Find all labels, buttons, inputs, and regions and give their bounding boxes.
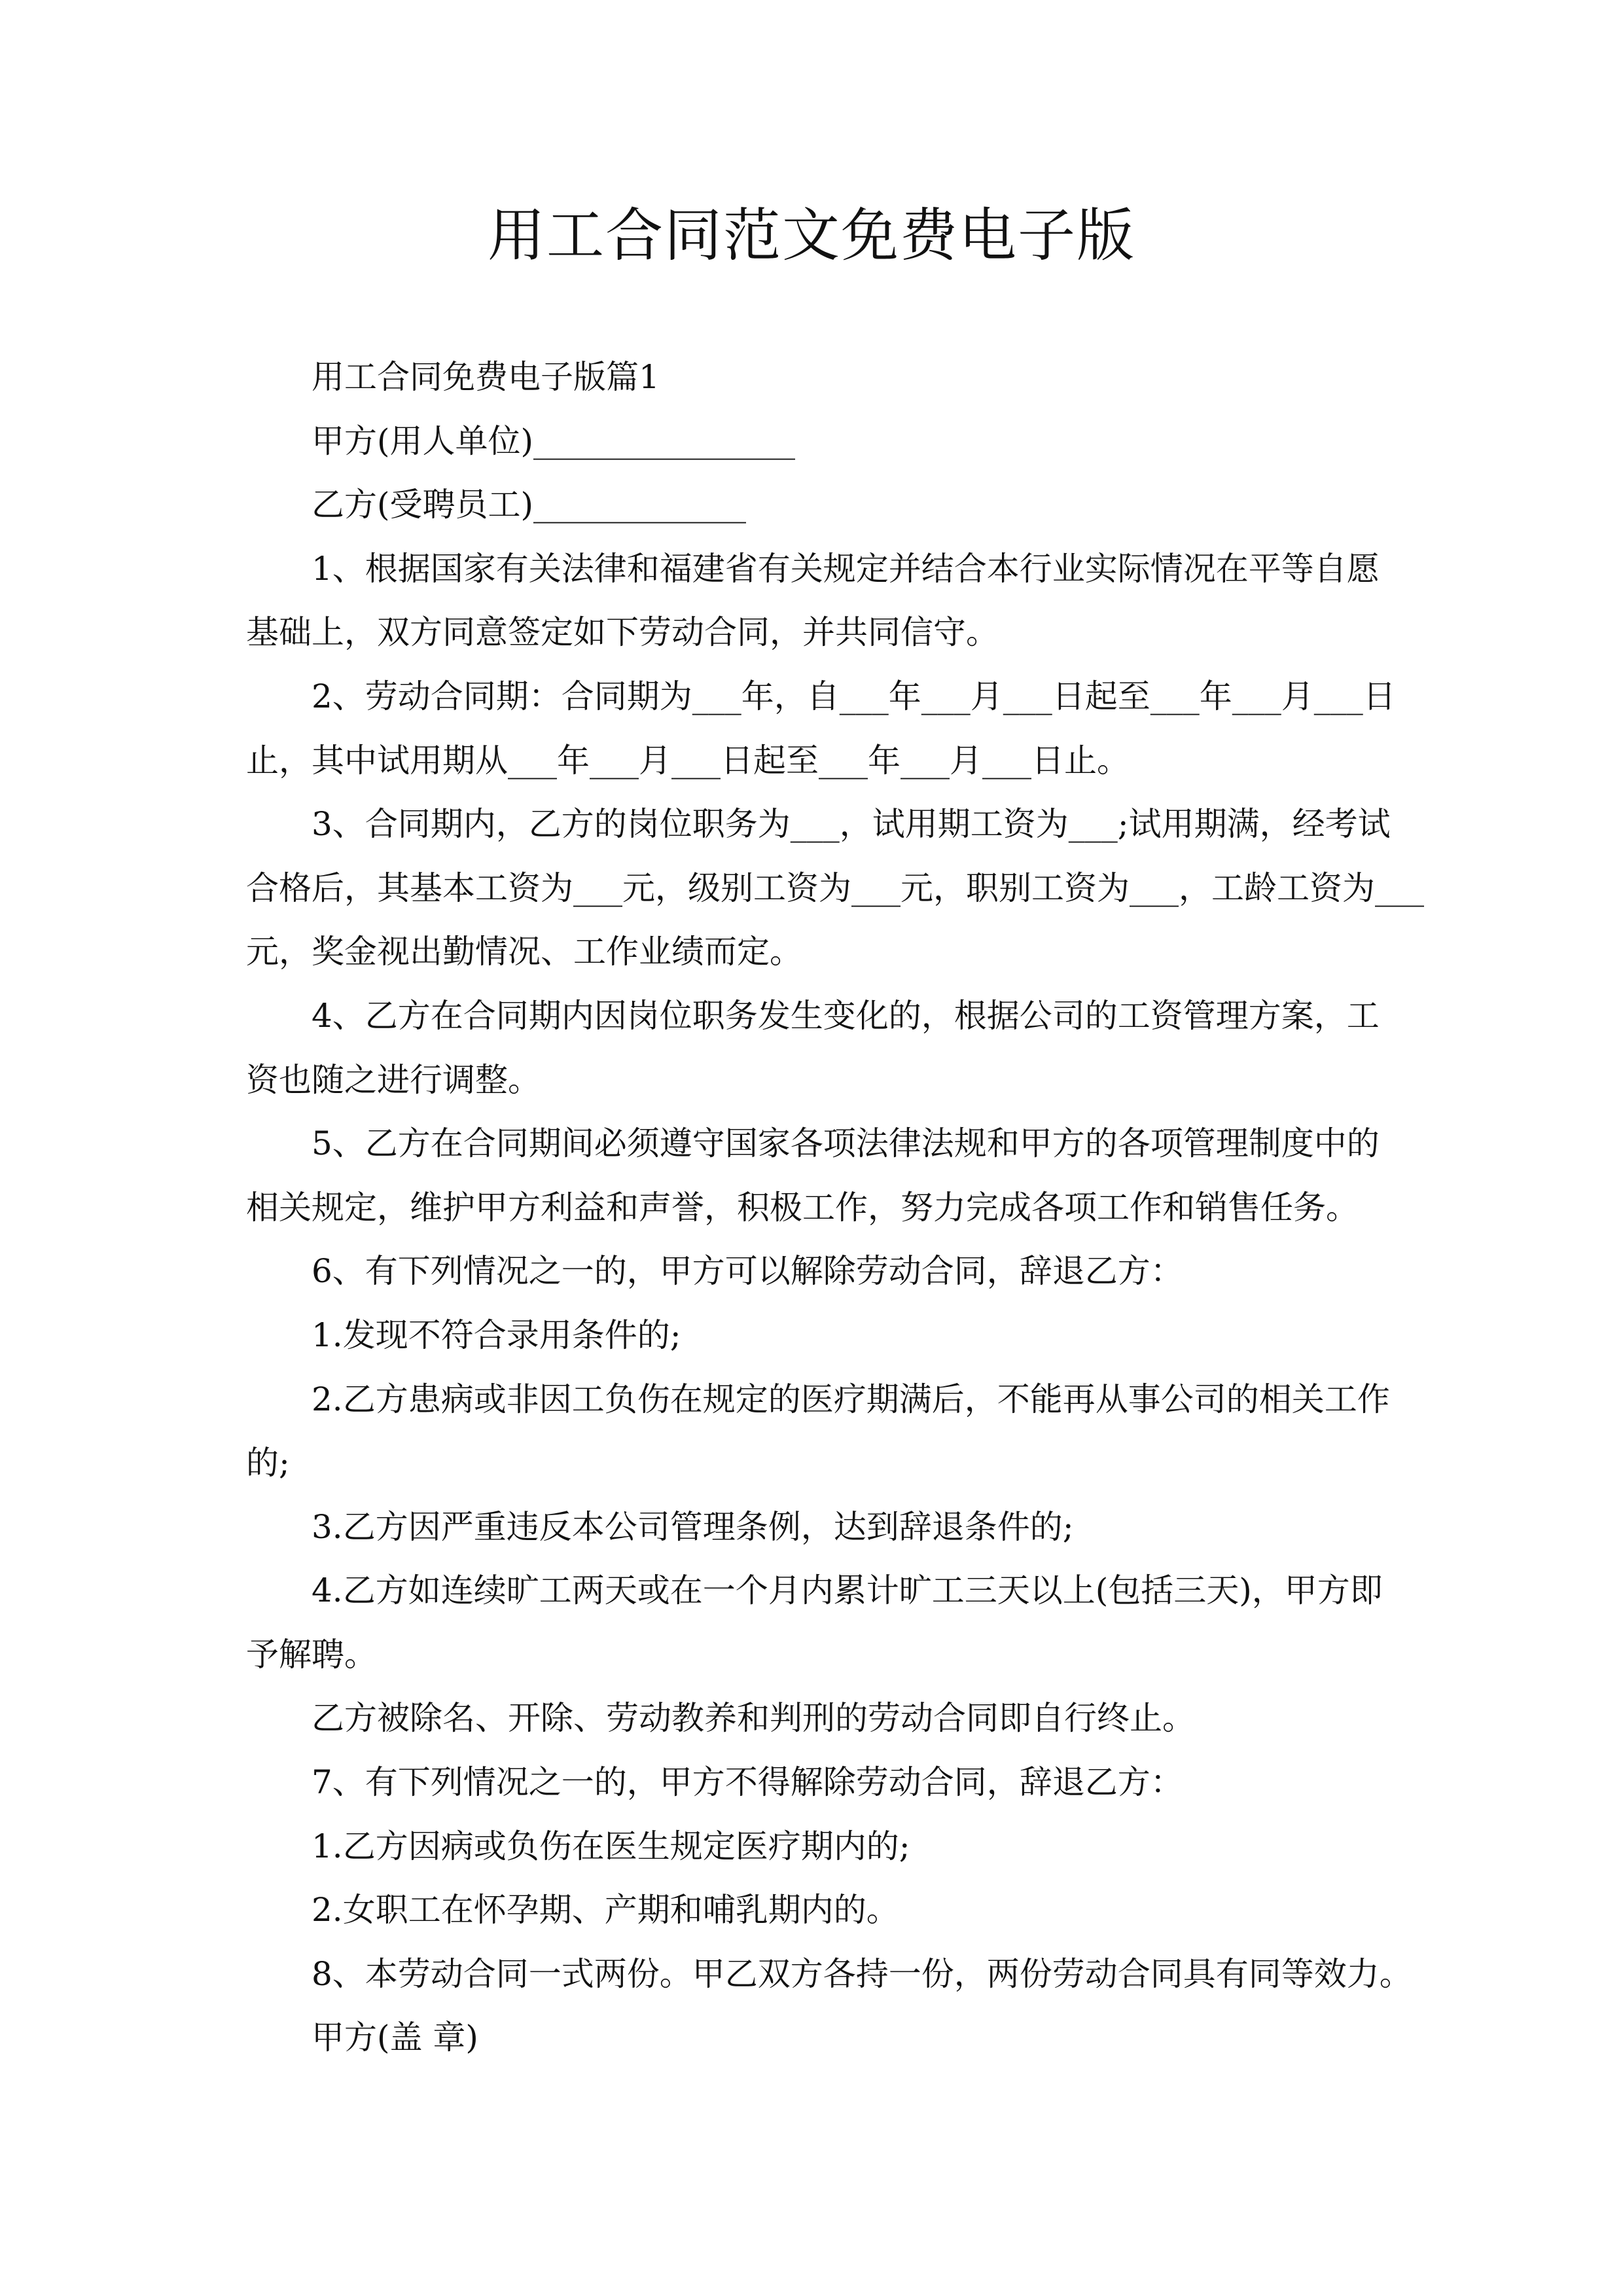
paragraph (246, 1240, 1378, 1304)
paragraph-line: 合格后，其基本工资为___元，级别工资为___元，职别工资为___，工龄工资为___ (246, 869, 1424, 907)
paragraph-line: 甲方(用人单位)________________ (312, 422, 796, 460)
paragraph-line: 6、有下列情况之一的，甲方可以解除劳动合同，辞退乙方： (312, 1252, 1183, 1291)
paragraph-line: 1、根据国家有关法律和福建省有关规定并结合本行业实际情况在平等自愿 (312, 549, 1380, 588)
paragraph-line: 予解聘。 (246, 1635, 377, 1674)
paragraph-line: 1.发现不符合录用条件的; (312, 1316, 681, 1354)
paragraph-line: 7、有下列情况之一的，甲方不得解除劳动合同，辞退乙方： (312, 1763, 1183, 1802)
paragraph-line: 2.女职工在怀孕期、产期和哺乳期内的。 (312, 1891, 899, 1929)
paragraph-line: 2.乙方患病或非因工负伤在规定的医疗期满后，不能再从事公司的相关工作 (312, 1380, 1390, 1418)
paragraph (246, 1815, 1378, 1879)
paragraph (246, 984, 1378, 1112)
paragraph-line: 3、合同期内，乙方的岗位职务为___，试用期工资为___;试用期满，经考试 (312, 805, 1391, 844)
paragraph (246, 537, 1378, 665)
paragraph (246, 473, 1378, 537)
paragraph-line: 止，其中试用期从___年___月___日起至___年___月___日止。 (246, 741, 1130, 780)
paragraph-line: 1.乙方因病或负伤在医生规定医疗期内的; (312, 1827, 910, 1865)
paragraph (246, 1751, 1378, 1815)
paragraph (246, 1943, 1412, 2007)
paragraph-line: 2、劳动合同期：合同期为___年，自___年___月___日起至___年___月___日 (312, 677, 1396, 715)
paragraph-line: 乙方(受聘员工)_____________ (312, 486, 747, 524)
paragraph-line: 相关规定，维护甲方利益和声誉，积极工作，努力完成各项工作和销售任务。 (246, 1188, 1359, 1227)
document-title: 用工合同范文免费电子版 (487, 202, 1135, 269)
paragraph-line: 4.乙方如连续旷工两天或在一个月内累计旷工三天以上(包括三天)，甲方即 (312, 1571, 1383, 1610)
paragraph-line: 乙方被除名、开除、劳动教养和判刑的劳动合同即自行终止。 (312, 1699, 1195, 1738)
paragraph (246, 1304, 1378, 1368)
paragraph-line: 资也随之进行调整。 (246, 1060, 541, 1099)
paragraph-line: 8、本劳动合同一式两份。甲乙双方各持一份，两份劳动合同具有同等效力。 (312, 1954, 1412, 1993)
paragraph-line: 的; (246, 1444, 290, 1482)
paragraph-line: 用工合同免费电子版篇1 (312, 358, 660, 396)
paragraph (246, 793, 1424, 984)
paragraph (246, 410, 1378, 474)
paragraph-line: 4、乙方在合同期内因岗位职务发生变化的，根据公司的工资管理方案，工 (312, 996, 1380, 1035)
paragraph (246, 1112, 1378, 1240)
paragraph (246, 1496, 1378, 1560)
paragraph-line: 3.乙方因严重违反本公司管理条例，达到辞退条件的; (312, 1507, 1074, 1546)
paragraph (246, 665, 1396, 793)
paragraph-line: 甲方(盖 章) (312, 2018, 478, 2057)
paragraph (246, 2006, 1378, 2070)
paragraph-line: 5、乙方在合同期间必须遵守国家各项法律法规和甲方的各项管理制度中的 (312, 1124, 1380, 1163)
paragraph-line: 基础上，双方同意签定如下劳动合同，并共同信守。 (246, 613, 999, 652)
paragraph (246, 1559, 1383, 1687)
paragraph-line: 元，奖金视出勤情况、工作业绩而定。 (246, 933, 802, 971)
paragraph (246, 1687, 1378, 1751)
paragraph (246, 1368, 1390, 1496)
paragraph (246, 346, 1378, 410)
paragraph (246, 1878, 1378, 1943)
document-body (246, 346, 1424, 2070)
